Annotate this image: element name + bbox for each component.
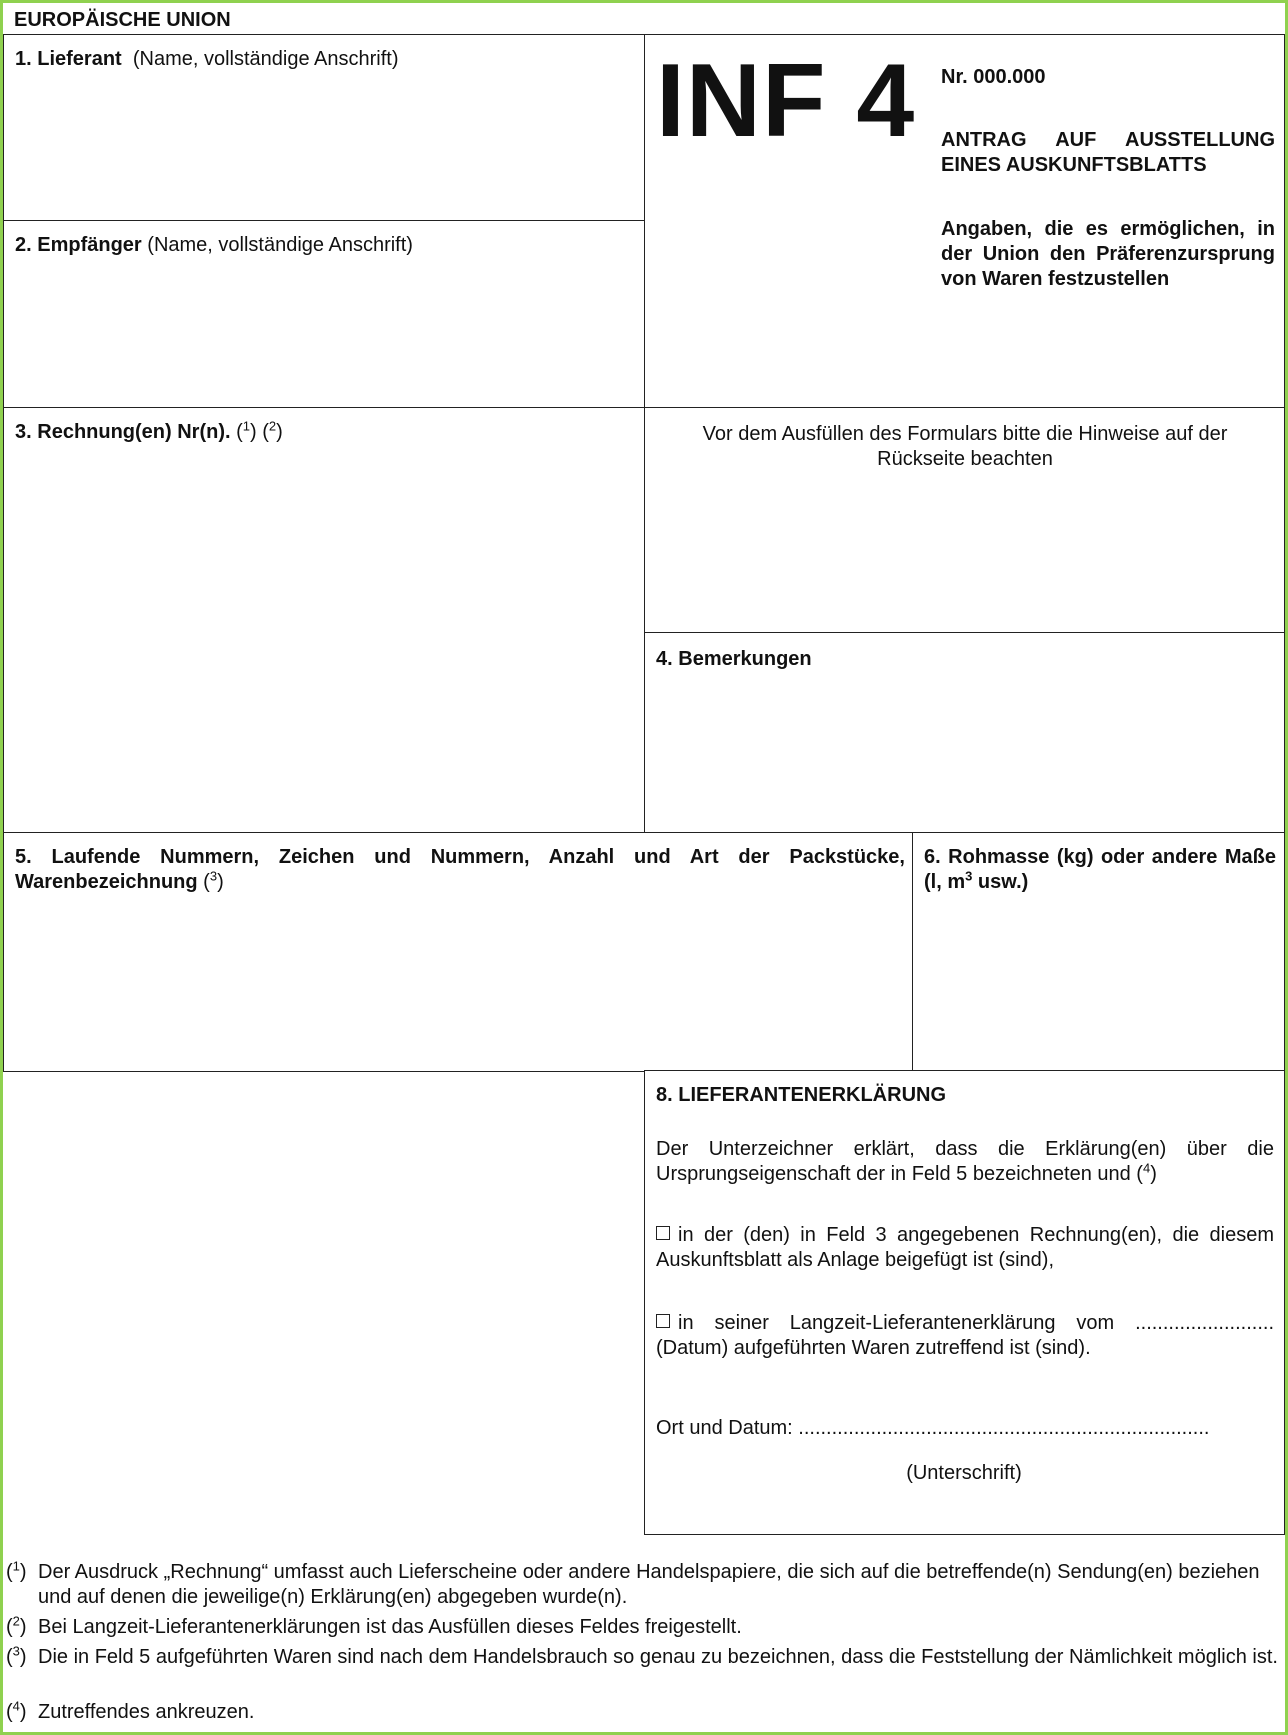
field-4-title: Bemerkungen [678,648,812,670]
footnote-3: ($^3$) Die in Feld 5 aufgeführten Waren sind nach dem Handelsbrauch so genau zu bezeichnen, dass die Feststellung der Nämlichkeit möglich ist. [6,1645,1286,1670]
field-6-label: 6. Rohmasse (kg) oder andere Maße (l, m [924,846,1276,893]
field-2-desc: (Name, vollständige Anschrift) [147,234,413,256]
checkbox-option-2[interactable] [656,1314,670,1328]
footnote-ref-1: 1 [242,418,251,434]
field-8-declaration: 8. LIEFERANTENERKLÄRUNG Der Unterzeichner erklärt, dass die Erklärung(en) über die Ursprungseigenschaft der in Feld 5 bezeichneten und ($^4$) in der (den) in Feld 3 angegebenen Rechnung(en), die diesem Auskunftsblatt als Anlage beigefügt ist (sind), in seiner Langzeit-Lieferantenerklärung vom ......................... (Datum) aufgeführten Waren zutreffend ist (sind). Ort und Datum: .......................................................................... (Unterschrift) [644,1070,1285,1535]
form-header: EUROPÄISCHE UNION [14,9,231,31]
field-2-recipient[interactable] [3,220,646,409]
footnote-ref-3: 3 [209,868,218,884]
footnote-3-text: Die in Feld 5 aufgeführten Waren sind nach dem Handelsbrauch so genau zu bezeichnen, dass die Feststellung der Nämlichkeit möglich ist. [38,1646,1278,1668]
field-2-title: Empfänger [37,234,142,256]
field-5-goods[interactable]: 5. Laufende Nummern, Zeichen und Nummern, Anzahl und Art der Packstücke, Warenbezeichnung ($^3$) [3,832,914,1072]
declaration-title: 8. LIEFERANTENERKLÄRUNG [656,1084,947,1106]
declaration-option-2-text: in seiner Langzeit-Lieferantenerklärung vom ......................... (Datum) aufgeführten Waren zutreffend ist (sind). [656,1312,1274,1359]
field-6-tail: usw.) [972,871,1029,893]
checkbox-option-1[interactable] [656,1226,670,1240]
form-heading: ANTRAG AUF AUSSTELLUNG EINES AUSKUNFTSBLATTS [941,129,1275,176]
declaration-option-1[interactable] [656,1223,1274,1273]
footnote-4: ($^4$) Zutreffendes ankreuzen. [6,1700,1286,1725]
field-1-number: 1. [15,48,32,70]
field-6-mass[interactable] [912,832,1285,1072]
instructions-text: Vor dem Ausfüllen des Formulars bitte die Hinweise auf der Rückseite beachten [702,423,1228,470]
footnote-4-text: Zutreffendes ankreuzen. [38,1701,255,1723]
field-6-sup: 3 [965,868,973,884]
form-code: INF 4 [656,43,916,159]
field-5-label: 5. Laufende Nummern, Zeichen und Nummern, Anzahl und Art der Packstücke, Warenbezeichnung [15,846,905,893]
footnote-ref-2: 2 [268,418,277,434]
signature-label: (Unterschrift) [906,1462,1022,1484]
field-3-invoices[interactable]: 3. Rechnung(en) Nr(n). ($^1$) ($^2$) [3,407,646,834]
instructions-box [644,407,1285,634]
field-3-title: Rechnung(en) Nr(n). [37,421,231,443]
footnote-2: ($^2$) Bei Langzeit-Lieferantenerklärungen ist das Ausfüllen dieses Feldes freigestellt. [6,1615,1286,1640]
footnote-1: ($^1$) Der Ausdruck „Rechnung“ umfasst auch Lieferscheine oder andere Handelspapiere, die sich auf die betreffende(n) Sendung(en) beziehen und auf denen die jeweilige(n) Erklärung(en) abgegeben wurde(n). [6,1560,1286,1610]
place-date-line[interactable]: Ort und Datum: .......................................................................... [656,1417,1210,1439]
form-subheading: Angaben, die es ermöglichen, in der Union den Präferenzursprung von Waren festzustellen [941,218,1275,290]
field-4-remarks[interactable] [644,632,1285,834]
field-4-number: 4. [656,648,673,670]
footnote-1-text: Der Ausdruck „Rechnung“ umfasst auch Lieferscheine oder andere Handelspapiere, die sich auf die betreffende(n) Sendung(en) beziehen und auf denen die jeweilige(n) Erklärung(en) abgegeben wurde(n). [38,1561,1260,1608]
field-1-title: Lieferant [37,48,122,70]
declaration-option-2[interactable] [656,1311,1274,1361]
field-3-number: 3. [15,421,32,443]
field-2-number: 2. [15,234,32,256]
declaration-intro: Der Unterzeichner erklärt, dass die Erklärung(en) über die Ursprungseigenschaft der in Feld 5 bezeichneten und [656,1138,1274,1185]
form-number: Nr. 000.000 [941,66,1046,88]
title-block [644,34,1285,409]
footnote-ref-4: 4 [1142,1160,1151,1176]
footnote-2-text: Bei Langzeit-Lieferantenerklärungen ist das Ausfüllen dieses Feldes freigestellt. [38,1616,742,1638]
declaration-option-1-text: in der (den) in Feld 3 angegebenen Rechnung(en), die diesem Auskunftsblatt als Anlage beigefügt ist (sind), [656,1224,1274,1271]
field-1-desc: (Name, vollständige Anschrift) [132,48,399,70]
field-1-supplier[interactable] [3,34,646,222]
